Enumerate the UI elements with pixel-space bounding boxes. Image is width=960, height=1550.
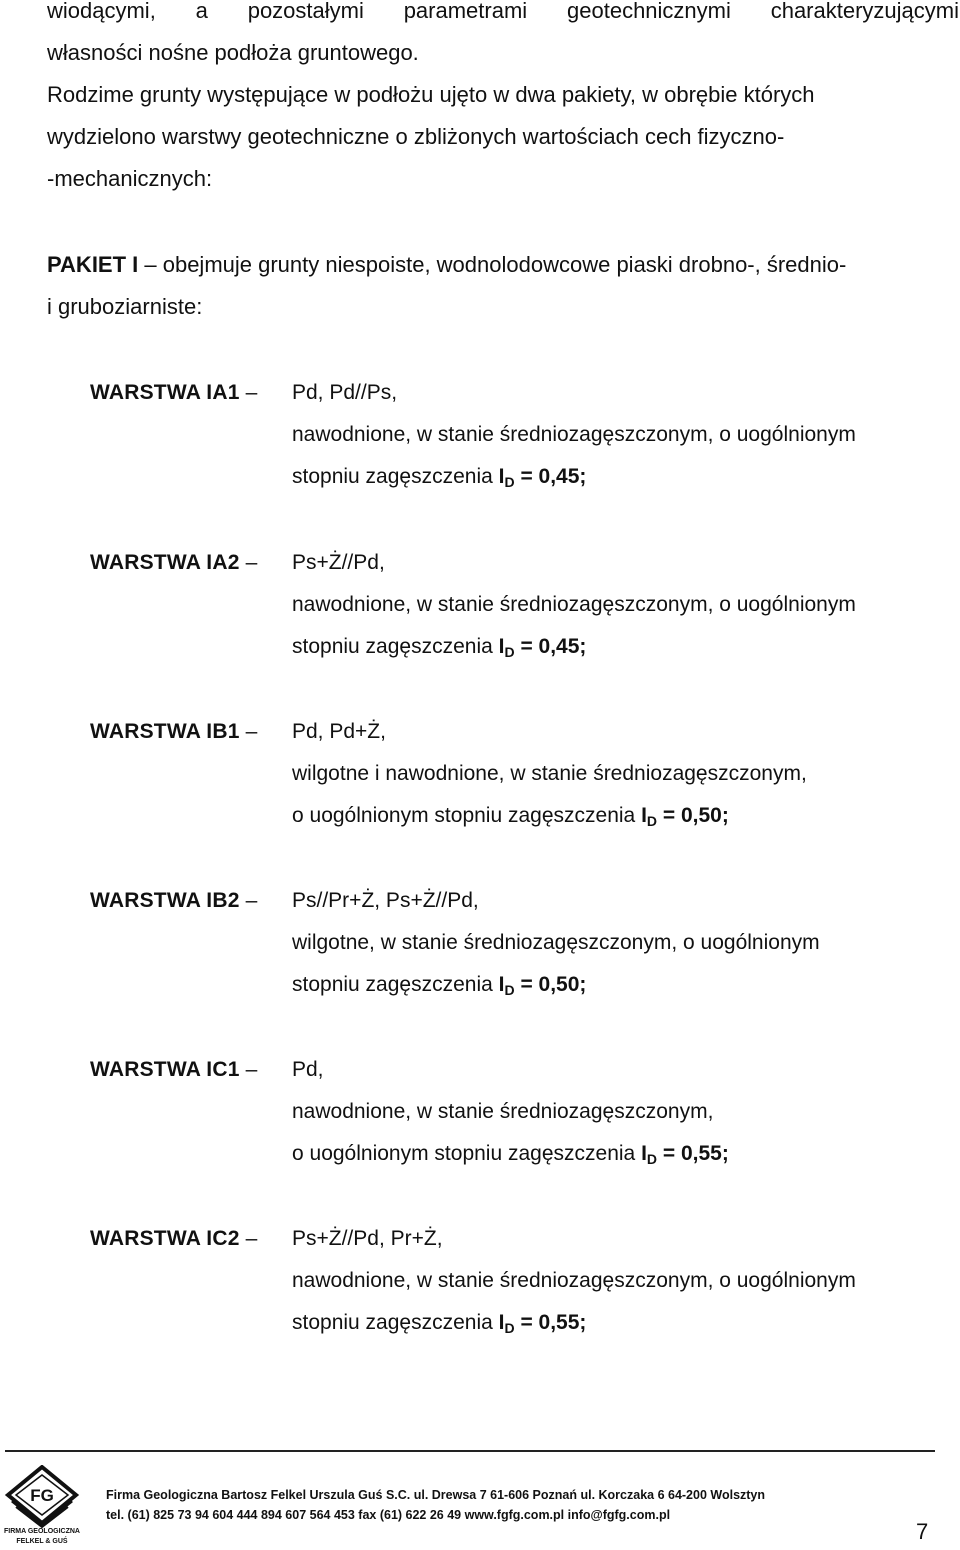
company-address: Firma Geologiczna Bartosz Felkel Urszula Guś S.C. ul. Drewsa 7 61-606 Poznań ul. Korczaka 6 64-200 Wolsztyn bbox=[106, 1488, 766, 1502]
layer-state: wilgotne i nawodnione, w stanie średniozagęszczonym, bbox=[292, 762, 807, 785]
layer-name: WARSTWA IA1 bbox=[90, 381, 240, 404]
layer-state: nawodnione, w stanie średniozagęszczonym, bbox=[292, 1100, 714, 1123]
layer-heading bbox=[90, 711, 290, 753]
density-index bbox=[499, 1311, 587, 1334]
layer-description bbox=[292, 372, 960, 498]
layer-soil-types: Pd, Pd//Ps, bbox=[292, 381, 398, 404]
layer-heading bbox=[90, 1218, 290, 1260]
density-index bbox=[499, 973, 587, 996]
pakiet-line-2: i gruboziarniste: bbox=[47, 294, 203, 319]
layer-dash: – bbox=[245, 889, 258, 912]
layer-name: WARSTWA IC1 bbox=[90, 1058, 240, 1081]
layer-density bbox=[292, 456, 960, 498]
id-value: = 0,50; bbox=[514, 973, 587, 996]
density-label: stopniu zagęszczenia bbox=[292, 1311, 499, 1334]
id-value: = 0,55; bbox=[657, 1142, 729, 1165]
layer-description bbox=[292, 542, 960, 668]
id-subscript: D bbox=[504, 982, 515, 998]
id-value: = 0,55; bbox=[514, 1311, 587, 1334]
density-index bbox=[499, 635, 587, 658]
page-number: 7 bbox=[916, 1519, 929, 1544]
layer-soil-types: Ps+Ż//Pd, Pr+Ż, bbox=[292, 1227, 443, 1250]
id-subscript: D bbox=[646, 1151, 658, 1167]
layer-description bbox=[292, 880, 960, 1006]
id-value: = 0,50; bbox=[657, 804, 729, 827]
density-index bbox=[641, 1142, 729, 1165]
logo-caption-line-2: FELKEL & GUŚ bbox=[16, 1538, 68, 1545]
layer-name: WARSTWA IB2 bbox=[90, 889, 240, 912]
layer-state: nawodnione, w stanie średniozagęszczonym, o uogólnionym bbox=[292, 423, 856, 446]
soil-packages-paragraph bbox=[47, 74, 959, 200]
id-symbol: I bbox=[498, 465, 505, 488]
density-label: stopniu zagęszczenia bbox=[292, 973, 499, 996]
layer-state: wilgotne, w stanie średniozagęszczonym, o uogólnionym bbox=[292, 931, 820, 954]
pakiet-paragraph bbox=[47, 244, 959, 328]
logo-caption bbox=[0, 1527, 84, 1547]
id-value: = 0,45; bbox=[514, 465, 587, 488]
footer-divider bbox=[5, 1450, 935, 1452]
density-label: o uogólnionym stopniu zagęszczenia bbox=[292, 1142, 642, 1165]
density-label: o uogólnionym stopniu zagęszczenia bbox=[292, 804, 642, 827]
para2-line-3: -mechanicznych: bbox=[47, 166, 213, 191]
density-label: stopniu zagęszczenia bbox=[292, 635, 499, 658]
id-symbol: I bbox=[498, 973, 505, 996]
layer-dash: – bbox=[245, 551, 258, 574]
layer-name: WARSTWA IB1 bbox=[90, 720, 240, 743]
para2-line-2: wydzielono warstwy geotechniczne o zbliżonych wartościach cech fizyczno- bbox=[47, 124, 785, 149]
company-contact bbox=[106, 1485, 906, 1525]
id-subscript: D bbox=[646, 813, 658, 829]
layer-heading bbox=[90, 542, 290, 584]
layer-dash: – bbox=[245, 720, 258, 743]
pakiet-label: PAKIET I bbox=[47, 252, 139, 277]
layer-heading bbox=[90, 372, 290, 414]
id-value: = 0,45; bbox=[514, 635, 587, 658]
company-phones: tel. (61) 825 73 94 604 444 894 607 564 453 fax (61) 622 26 49 www.fgfg.com.pl info@fgfg.com.pl bbox=[106, 1508, 671, 1522]
layer-density bbox=[292, 626, 960, 668]
density-index bbox=[499, 465, 587, 488]
layer-dash: – bbox=[245, 381, 258, 404]
layer-density bbox=[292, 1133, 960, 1175]
id-subscript: D bbox=[504, 474, 515, 490]
pakiet-description: – obejmuje grunty niespoiste, wodnolodowcowe piaski drobno-, średnio- bbox=[138, 252, 847, 277]
layer-density bbox=[292, 1302, 960, 1344]
density-label: stopniu zagęszczenia bbox=[292, 465, 499, 488]
density-index bbox=[641, 804, 729, 827]
layer-description bbox=[292, 1218, 960, 1344]
id-symbol: I bbox=[641, 1142, 647, 1165]
pakiet-line-1 bbox=[47, 244, 959, 286]
layer-name: WARSTWA IC2 bbox=[90, 1227, 240, 1250]
layer-state: nawodnione, w stanie średniozagęszczonym, o uogólnionym bbox=[292, 1269, 856, 1292]
layer-density bbox=[292, 795, 960, 837]
layer-dash: – bbox=[245, 1058, 258, 1081]
id-subscript: D bbox=[504, 1320, 515, 1336]
logo-letters: FG bbox=[30, 1486, 54, 1505]
intro-paragraph bbox=[47, 0, 959, 74]
intro-line-1: wiodącymi, a pozostałymi parametrami geotechnicznymi charakteryzującymi bbox=[47, 0, 959, 23]
id-subscript: D bbox=[504, 644, 515, 660]
layer-heading bbox=[90, 1049, 290, 1091]
logo-caption-line-1: FIRMA GEOLOGICZNA bbox=[4, 1528, 80, 1535]
layer-description bbox=[292, 1049, 960, 1175]
para2-line-1: Rodzime grunty występujące w podłożu ujęto w dwa pakiety, w obrębie których bbox=[47, 82, 815, 107]
layer-state: nawodnione, w stanie średniozagęszczonym, o uogólnionym bbox=[292, 593, 856, 616]
layer-soil-types: Ps+Ż//Pd, bbox=[292, 551, 385, 574]
layer-name: WARSTWA IA2 bbox=[90, 551, 240, 574]
layer-description bbox=[292, 711, 960, 837]
layer-density bbox=[292, 964, 960, 1006]
layer-soil-types: Ps//Pr+Ż, Ps+Ż//Pd, bbox=[292, 889, 479, 912]
id-symbol: I bbox=[498, 1311, 505, 1334]
id-symbol: I bbox=[641, 804, 647, 827]
layer-dash: – bbox=[245, 1227, 258, 1250]
layer-heading bbox=[90, 880, 290, 922]
layer-soil-types: Pd, Pd+Ż, bbox=[292, 720, 386, 743]
id-symbol: I bbox=[498, 635, 505, 658]
layer-soil-types: Pd, bbox=[292, 1058, 324, 1081]
intro-line-2: własności nośne podłoża gruntowego. bbox=[47, 40, 419, 65]
